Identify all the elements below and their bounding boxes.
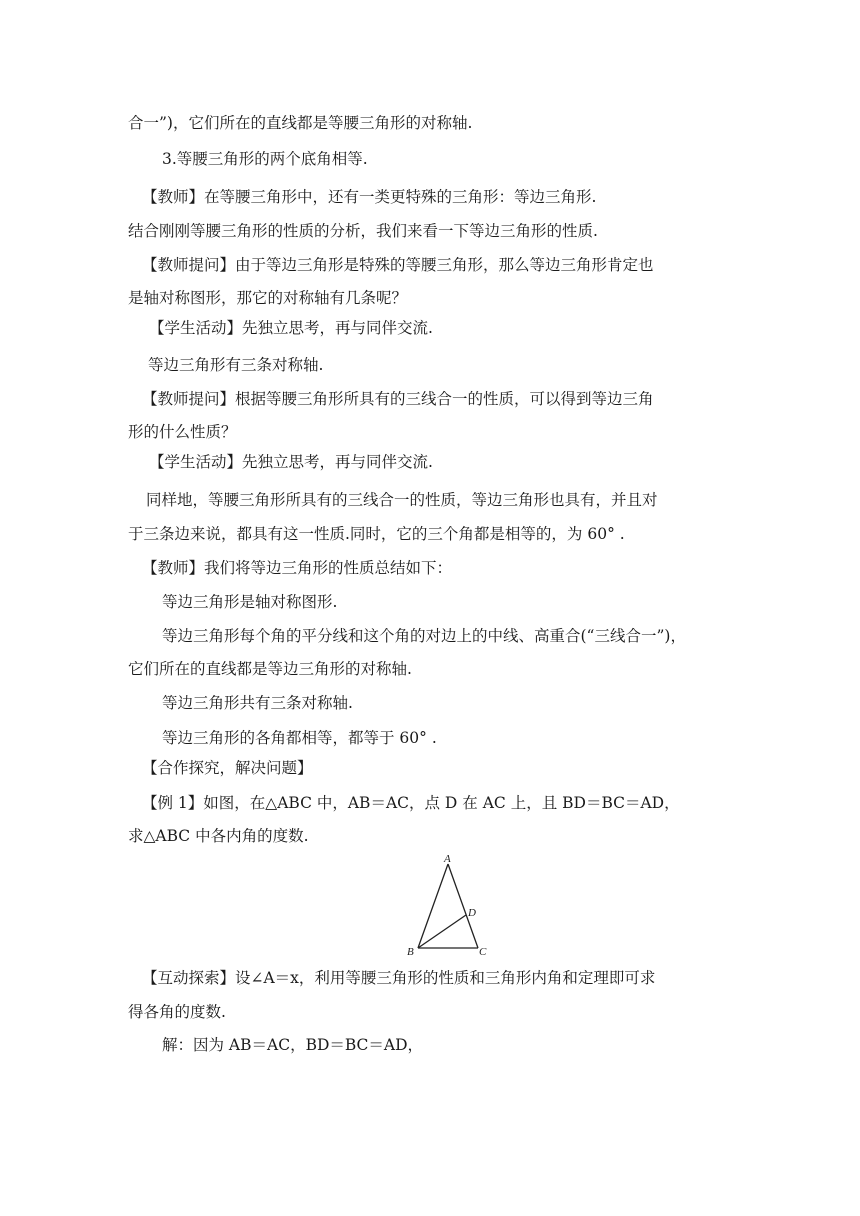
teacher-summary: 【教师】我们将等边三角形的性质总结如下： [142, 559, 453, 577]
segment-bd [418, 915, 466, 948]
label-c: C [479, 946, 487, 958]
answer-axes: 等边三角形有三条对称轴. [148, 356, 324, 374]
summary-item-2-cont: 它们所在的直线都是等边三角形的对称轴. [128, 660, 412, 678]
property-item-3: 3.等腰三角形的两个底角相等. [162, 150, 368, 168]
explanation-cont: 于三条边来说，都具有这一性质.同时，它的三个角都是相等的，为 60° . [128, 525, 625, 543]
example-1-cont: 求△ABC 中各内角的度数. [128, 827, 309, 845]
triangle-figure [404, 852, 492, 960]
summary-item-4: 等边三角形的各角都相等，都等于 60° . [162, 729, 437, 747]
teacher-question-2-cont: 形的什么性质？ [128, 423, 237, 441]
student-activity-2: 【学生活动】先独立思考，再与同伴交流. [149, 453, 433, 471]
label-b: B [407, 946, 414, 958]
paragraph-continuation: 合一”)，它们所在的直线都是等腰三角形的对称轴. [128, 114, 473, 132]
teacher-question-cont: 是轴对称图形，那它的对称轴有几条呢？ [128, 289, 408, 307]
teacher-question-2: 【教师提问】根据等腰三角形所具有的三线合一的性质，可以得到等边三角 [142, 390, 654, 408]
solution-start: 解：因为 AB＝AC，BD＝BC＝AD， [162, 1036, 424, 1054]
student-activity: 【学生活动】先独立思考，再与同伴交流. [149, 319, 433, 337]
segment-ab [418, 864, 448, 948]
interactive-exploration-cont: 得各角的度数. [128, 1003, 226, 1021]
segment-ac [448, 864, 478, 948]
section-heading: 【合作探究，解决问题】 [142, 759, 313, 777]
summary-item-2: 等边三角形每个角的平分线和这个角的对边上的中线、高重合(“三线合一”)， [162, 627, 686, 645]
teacher-statement: 【教师】在等腰三角形中，还有一类更特殊的三角形：等边三角形. [142, 188, 597, 206]
teacher-statement-cont: 结合刚刚等腰三角形的性质的分析，我们来看一下等边三角形的性质. [128, 222, 598, 240]
label-a: A [444, 853, 451, 865]
example-1: 【例 1】如图，在△ABC 中，AB＝AC，点 D 在 AC 上，且 BD＝BC＝AD， [142, 794, 680, 812]
summary-item-1: 等边三角形是轴对称图形. [162, 593, 338, 611]
summary-item-3: 等边三角形共有三条对称轴. [162, 694, 353, 712]
label-d: D [468, 907, 476, 919]
teacher-question: 【教师提问】由于等边三角形是特殊的等腰三角形，那么等边三角形肯定也 [142, 256, 654, 274]
interactive-exploration: 【互动探索】设∠A＝x，利用等腰三角形的性质和三角形内角和定理即可求 [142, 969, 656, 987]
explanation: 同样地，等腰三角形所具有的三线合一的性质，等边三角形也具有，并且对 [146, 491, 658, 509]
